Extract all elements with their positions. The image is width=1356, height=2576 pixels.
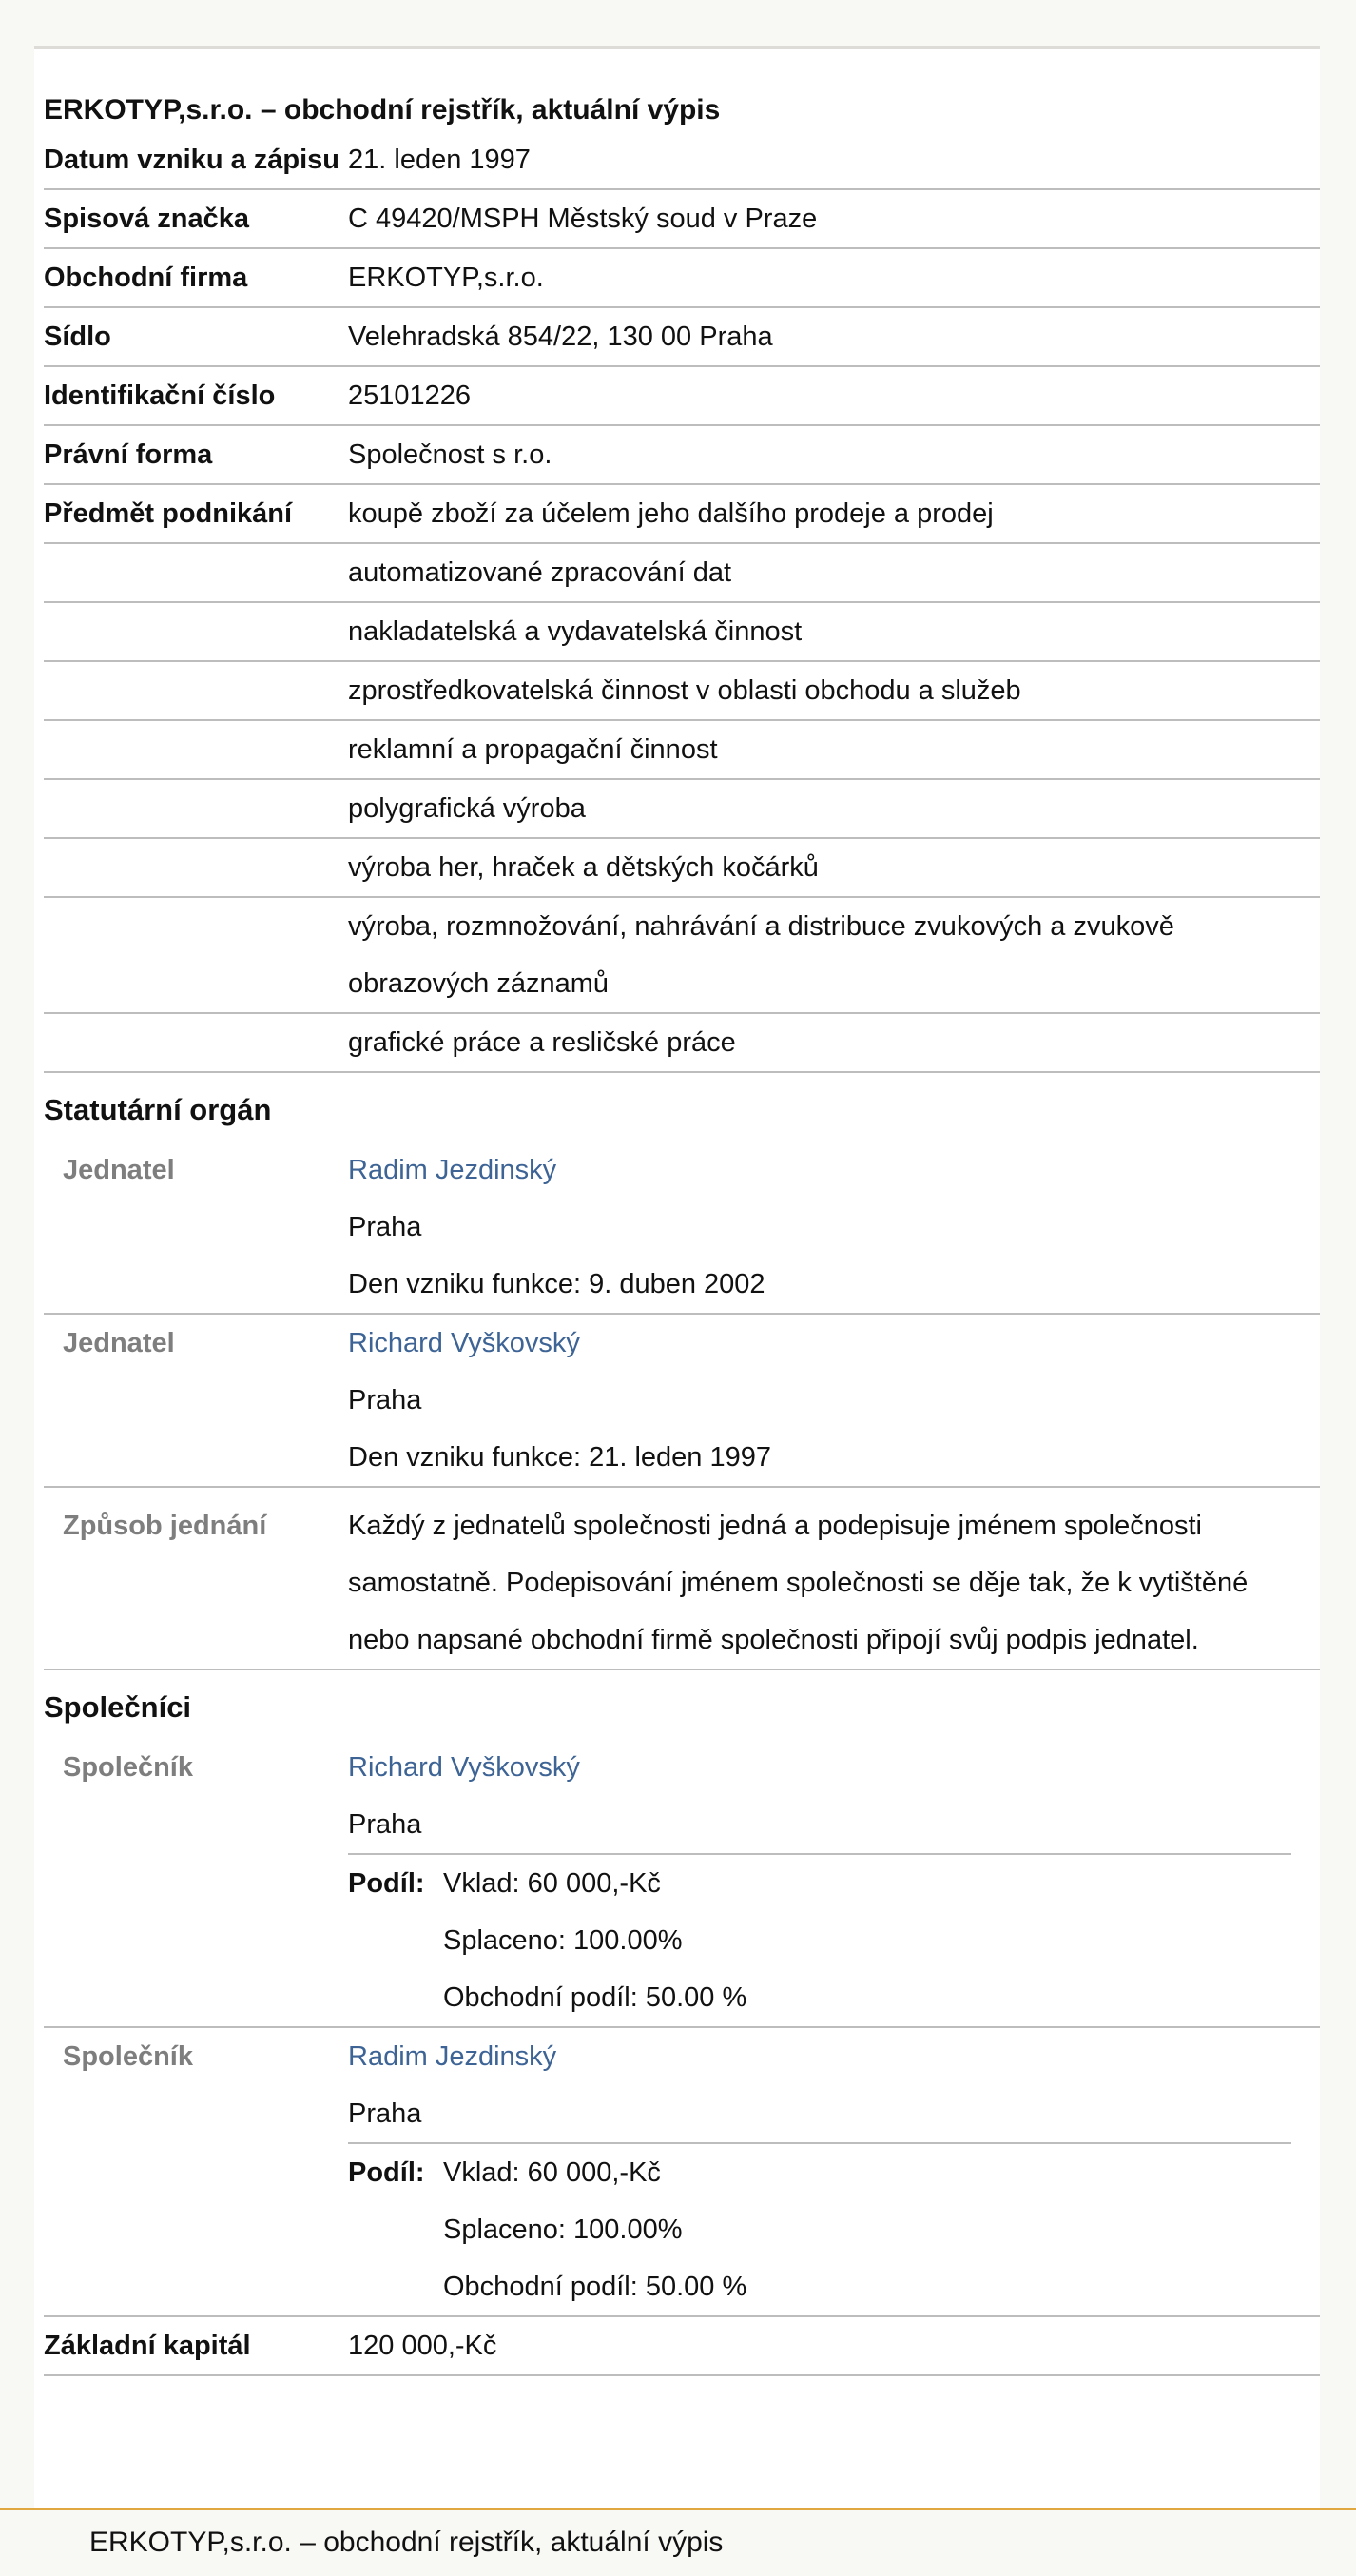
jednatel-name-link[interactable]: Radim Jezdinský [348,1155,557,1185]
row-predmet-1 [44,544,1320,603]
zpusob-value: Každý z jednatelů společnosti jedná a podepisuje jménem společnosti samostatně. Podepisování jménem společnosti se děje tak, že k vytištěné nebo napsané obchodní firmě společnosti připojí svůj podpis jednatel. [348,1511,1249,1655]
vklad-value: Vklad: 60 000,-Kč [443,2157,661,2188]
predmet-item: reklamní a propagační činnost [348,734,718,765]
spolecnik-role: Společník [63,1752,193,1783]
firma-value: ERKOTYP,s.r.o. [348,263,544,293]
footer-title: ERKOTYP,s.r.o. – obchodní rejstřík, aktuální výpis [89,2527,724,2558]
obchodni-podil-value: Obchodní podíl: 50.00 % [443,1982,747,2013]
predmet-item: výroba her, hraček a dětských kočárků [348,852,819,883]
row-predmet-0 [44,485,1320,544]
jednatel-since: Den vzniku funkce: 21. leden 1997 [348,1442,771,1473]
predmet-item: zprostředkovatelská činnost v oblasti obchodu a služeb [348,675,1021,706]
zpusob-jednani [44,1488,1320,1670]
row-spisova [44,190,1320,249]
datum-value: 21. leden 1997 [348,145,531,175]
obchodni-podil-value: Obchodní podíl: 50.00 % [443,2272,747,2302]
row-sidlo [44,308,1320,367]
jednatel-since: Den vzniku funkce: 9. duben 2002 [348,1269,765,1299]
predmet-item: výroba, rozmnožování, nahrávání a distribuce zvukových a zvukově obrazových záznamů [348,911,1174,999]
register-page [34,46,1320,2508]
predmet-item: grafické práce a resličské práce [348,1027,736,1058]
footer [0,2508,1356,2576]
podil-block [348,2142,1291,2315]
sidlo-value: Velehradská 854/22, 130 00 Praha [348,322,773,352]
row-predmet-4 [44,721,1320,780]
podil-label: Podíl: [348,2157,425,2188]
row-kapital [44,2317,1320,2376]
splaceno-value: Splaceno: 100.00% [443,2215,683,2245]
forma-label: Právní forma [44,439,213,470]
splaceno-value: Splaceno: 100.00% [443,1925,683,1956]
spolecnik-role: Společník [63,2041,193,2072]
spolecnik-2 [44,2028,1320,2317]
kapital-label: Základní kapitál [44,2331,251,2361]
spolecnik-1 [44,1739,1320,2028]
row-firma [44,249,1320,308]
predmet-item: automatizované zpracování dat [348,557,732,588]
kapital-value: 120 000,-Kč [348,2331,497,2361]
firma-label: Obchodní firma [44,263,248,293]
spolecnici-heading: Společníci [44,1690,192,1724]
row-predmet-5 [44,780,1320,839]
predmet-item: koupě zboží za účelem jeho dalšího prodeje a prodej [348,498,994,529]
spisova-value: C 49420/MSPH Městský soud v Praze [348,204,818,234]
sidlo-label: Sídlo [44,322,111,352]
podil-label: Podíl: [348,1868,425,1899]
forma-value: Společnost s r.o. [348,439,552,470]
page-title: ERKOTYP,s.r.o. – obchodní rejstřík, aktuální výpis [44,94,721,126]
row-datum [44,131,1320,190]
row-predmet-2 [44,603,1320,662]
vklad-value: Vklad: 60 000,-Kč [443,1868,661,1899]
ico-value: 25101226 [348,381,472,411]
predmet-item: nakladatelská a vydavatelská činnost [348,616,803,647]
jednatel-city: Praha [348,1212,422,1242]
jednatel-2 [44,1315,1320,1488]
spolecnik-name-link[interactable]: Richard Vyškovský [348,1752,580,1783]
spolecnik-name-link[interactable]: Radim Jezdinský [348,2041,557,2072]
spolecnik-city: Praha [348,1809,422,1840]
register-content [44,49,1320,2376]
row-forma [44,426,1320,485]
predmet-item: polygrafická výroba [348,793,586,824]
jednatel-city: Praha [348,1385,422,1415]
row-predmet-8 [44,1014,1320,1073]
zpusob-label: Způsob jednání [63,1511,267,1541]
statutarni-heading: Statutární orgán [44,1093,272,1126]
jednatel-1 [44,1142,1320,1315]
podil-block [348,1853,1291,2026]
predmet-label: Předmět podnikání [44,498,293,529]
spolecnik-city: Praha [348,2098,422,2129]
jednatel-role: Jednatel [63,1155,175,1185]
datum-label: Datum vzniku a zápisu [44,145,340,175]
jednatel-name-link[interactable]: Richard Vyškovský [348,1328,580,1358]
row-predmet-6 [44,839,1320,898]
jednatel-role: Jednatel [63,1328,175,1358]
row-ico [44,367,1320,426]
row-predmet-3 [44,662,1320,721]
row-predmet-7 [44,898,1320,1014]
ico-label: Identifikační číslo [44,381,276,411]
spisova-label: Spisová značka [44,204,249,234]
